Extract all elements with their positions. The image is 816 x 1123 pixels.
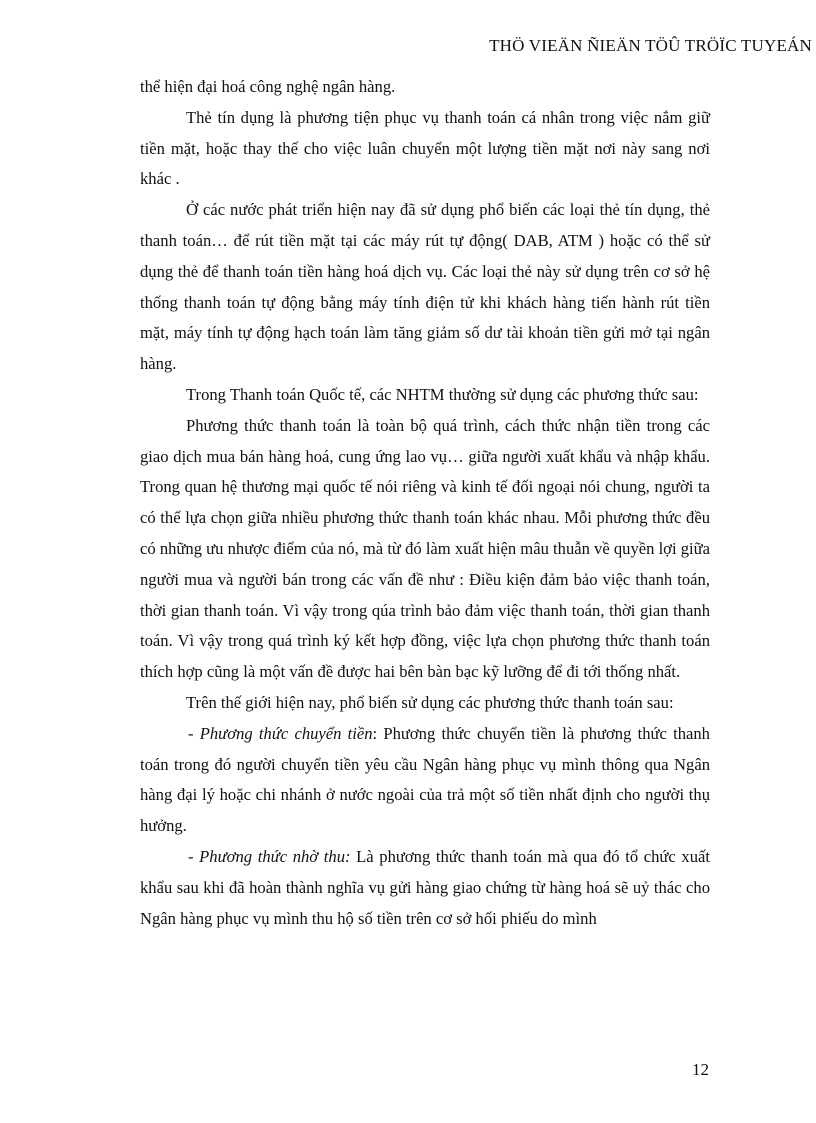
- method-dash: -: [188, 846, 200, 866]
- document-body: [140, 72, 710, 934]
- method-item-transfer: [140, 719, 710, 842]
- method-description-collection: Là phương thức thanh toán mà qua đó tổ chức xuất khẩu sau khi đã hoàn thành nghĩa vụ gửi hàng giao chứng từ hàng hoá sẽ uỷ thác cho Ngân hàng phục vụ mình thu hộ số tiền trên cơ sở hối phiếu do mình: [140, 846, 710, 928]
- method-term-transfer: Phương thức chuyển tiền: [199, 723, 373, 743]
- method-description-transfer: Phương thức chuyển tiền là phương thức thanh toán trong đó người chuyển tiền yêu cầu Ngân hàng phục vụ mình thông qua Ngân hàng đại lý hoặc chi nhánh ở nước ngoài của trả một số tiền nhất định cho người thụ hưởng.: [140, 723, 710, 836]
- paragraph-credit-card: Thẻ tín dụng là phương tiện phục vụ thanh toán cá nhân trong việc nắm giữ tiền mặt, hoặc thay thế cho việc luân chuyển một lượng tiền mặt nơi này sang nơi khác .: [140, 107, 710, 189]
- paragraph-international-payment: Trong Thanh toán Quốc tế, các NHTM thường sử dụng các phương thức sau:: [186, 384, 699, 404]
- paragraph-common-methods: Trên thế giới hiện nay, phổ biến sử dụng các phương thức thanh toán sau:: [186, 692, 674, 712]
- page-header: THÖ VIEÄN ÑIEÄN TÖÛ TRÖÏC TUYEÁN: [489, 36, 812, 55]
- paragraph-payment-method-definition: Phương thức thanh toán là toàn bộ quá trình, cách thức nhận tiền trong các giao dịch mua bán hàng hoá, cung ứng lao vụ… giữa người xuất khẩu và nhập khẩu. Trong quan hệ thương mại quốc tế nói riêng và kinh tế đối ngoại nói chung, người ta có thể lựa chọn giữa nhiều phương thức thanh toán khác nhau. Mỗi phương thức đều có những ưu nhược điểm của nó, mà từ đó làm xuất hiện mâu thuẫn về quyền lợi giữa người mua và người bán trong các vấn đề như : Điều kiện đảm bảo việc thanh toán, thời gian thanh toán. Vì vậy trong qúa trình bảo đảm việc thanh toán, thời gian thanh toán. Vì vậy trong quá trình ký kết hợp đồng, việc lựa chọn phương thức thanh toán thích hợp cũng là một vấn đề được hai bên bàn bạc kỹ lưỡng để đi tới thống nhất.: [140, 415, 710, 682]
- method-separator: :: [372, 723, 384, 743]
- paragraph-developed-countries: Ở các nước phát triển hiện nay đã sử dụng phổ biến các loại thẻ tín dụng, thẻ thanh toán… để rút tiền mặt tại các máy rút tự động( DAB, ATM ) hoặc có thể sử dụng thẻ để thanh toán tiền hàng hoá dịch vụ. Các loại thẻ này sử dụng trên cơ sở hệ thống thanh toán tự động bằng máy tính điện tử khi khách hàng tiến hành rút tiền mặt, máy tính tự động hạch toán làm tăng giảm số dư tài khoản tiền gửi mở tại ngân hàng.: [140, 200, 710, 374]
- method-dash: -: [188, 723, 200, 743]
- method-item-collection: [140, 842, 710, 934]
- method-term-collection: Phương thức nhờ thu:: [199, 846, 351, 866]
- page-number: 12: [692, 1060, 709, 1079]
- paragraph-continuation: thể hiện đại hoá công nghệ ngân hàng.: [140, 77, 396, 96]
